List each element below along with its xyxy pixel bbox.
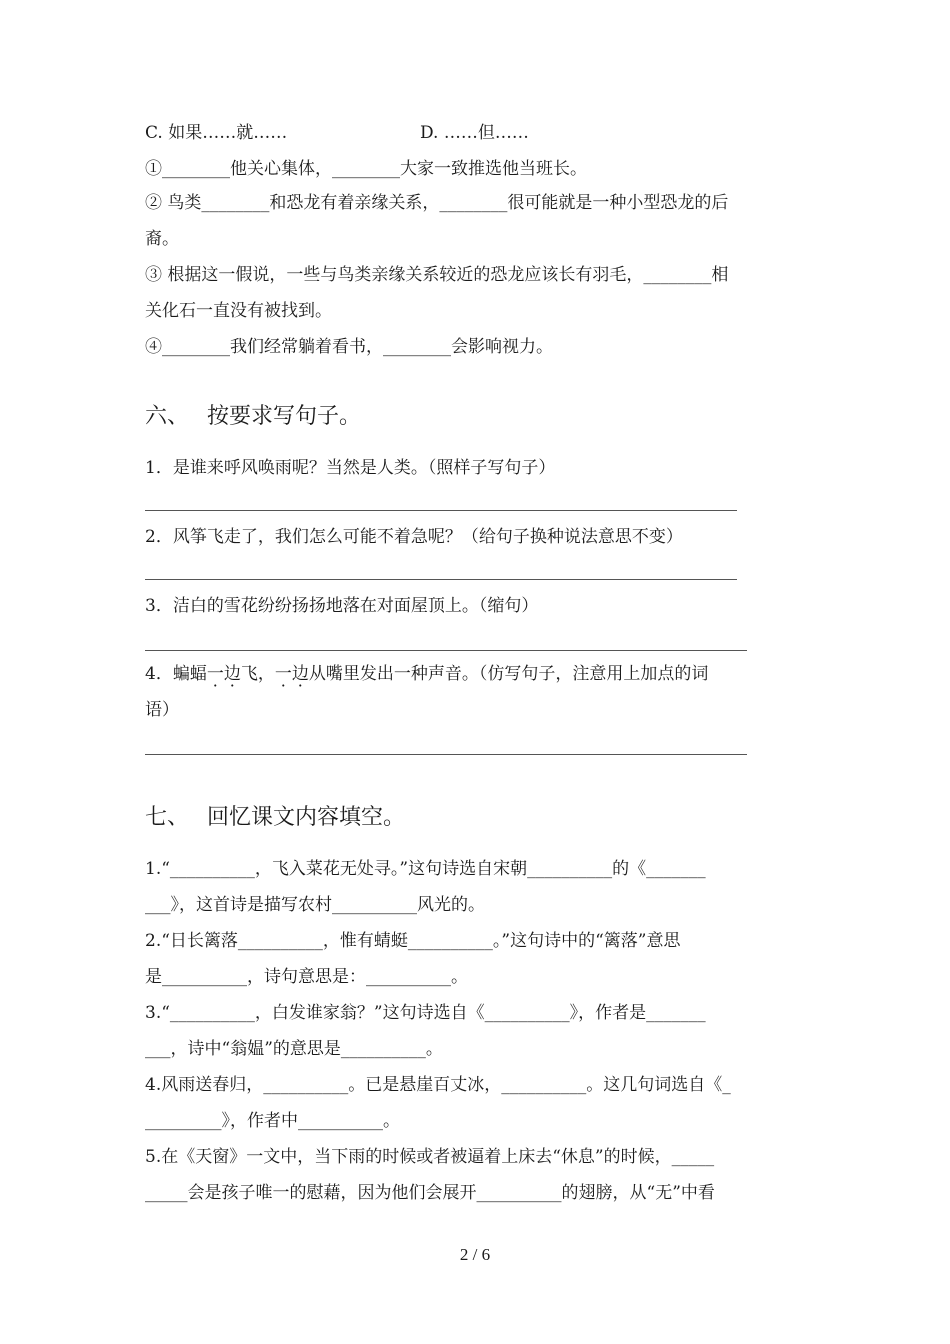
- answer-line[interactable]: [145, 579, 737, 580]
- fill-line: ④________我们经常躺着看书，________会影响视力。: [145, 337, 553, 357]
- fill-line: _____会是孩子唯一的慰藉，因为他们会展开__________的翅膀，从“无”中看: [145, 1183, 715, 1203]
- question: [145, 662, 708, 686]
- question: 3．洁白的雪花纷纷扬扬地落在对面屋顶上。（缩句）: [145, 596, 539, 616]
- answer-line[interactable]: [145, 650, 747, 651]
- question: 1．是谁来呼风唤雨呢？当然是人类。（照样子写句子）: [145, 458, 556, 478]
- section-number: 六、: [145, 404, 190, 429]
- fill-line: 2.“日长篱落__________，惟有蜻蜓__________。”这句诗中的“篱落”意思: [145, 931, 681, 951]
- fill-line: 4.风雨送春归，__________。已是悬崖百丈冰，__________。这几句词选自《_: [145, 1075, 731, 1095]
- fill-line: 裔。: [145, 229, 179, 249]
- question: 2．风筝飞走了，我们怎么可能不着急呢？（给句子换种说法意思不变）: [145, 527, 683, 547]
- question-text: 飞，: [240, 664, 275, 684]
- fill-line: ___》，这首诗是描写农村__________风光的。: [145, 895, 485, 915]
- fill-line: _________》，作者中__________。: [145, 1111, 400, 1131]
- dotted-char: 边: [223, 664, 241, 684]
- section-title: 按要求写句子。: [207, 404, 362, 429]
- dotted-char: 一: [274, 664, 292, 684]
- fill-line: ③ 根据这一假说，一些与鸟类亲缘关系较近的恐龙应该长有羽毛，________相: [145, 265, 729, 285]
- answer-line[interactable]: [145, 510, 737, 511]
- section-heading: [145, 402, 361, 432]
- dotted-char: 边: [291, 664, 309, 684]
- fill-line: ___，诗中“翁媪”的意思是__________。: [145, 1039, 443, 1059]
- fill-line: 是__________，诗句意思是：__________。: [145, 967, 468, 987]
- fill-line: ①________他关心集体，________大家一致推选他当班长。: [145, 159, 587, 179]
- fill-line: 1.“__________，飞入菜花无处寻。”这句诗选自宋朝__________的《_______: [145, 859, 706, 879]
- option-d: D. ……但……: [420, 123, 529, 143]
- option-c: C. 如果……就……: [145, 123, 288, 143]
- fill-line: 5.在《天窗》一文中，当下雨的时候或者被逼着上床去“休息”的时候，_____: [145, 1147, 715, 1167]
- fill-line: 关化石一直没有被找到。: [145, 301, 332, 321]
- question-continuation: 语）: [145, 700, 179, 720]
- fill-line: ② 鸟类________和恐龙有着亲缘关系，________很可能就是一种小型恐龙的后: [145, 193, 729, 213]
- question-text: 从嘴里发出一种声音。（仿写句子，注意用上加点的词: [308, 664, 709, 684]
- question-text: 4．蝙蝠: [145, 664, 207, 684]
- section-heading: [145, 803, 405, 833]
- section-title: 回忆课文内容填空。: [207, 805, 406, 830]
- page-number: 2 / 6: [459, 1245, 491, 1264]
- answer-line[interactable]: [145, 754, 747, 755]
- dotted-char: 一: [206, 664, 224, 684]
- fill-line: 3.“__________，白发谁家翁？”这句诗选自《__________》，作者是_______: [145, 1003, 706, 1023]
- section-number: 七、: [145, 805, 190, 830]
